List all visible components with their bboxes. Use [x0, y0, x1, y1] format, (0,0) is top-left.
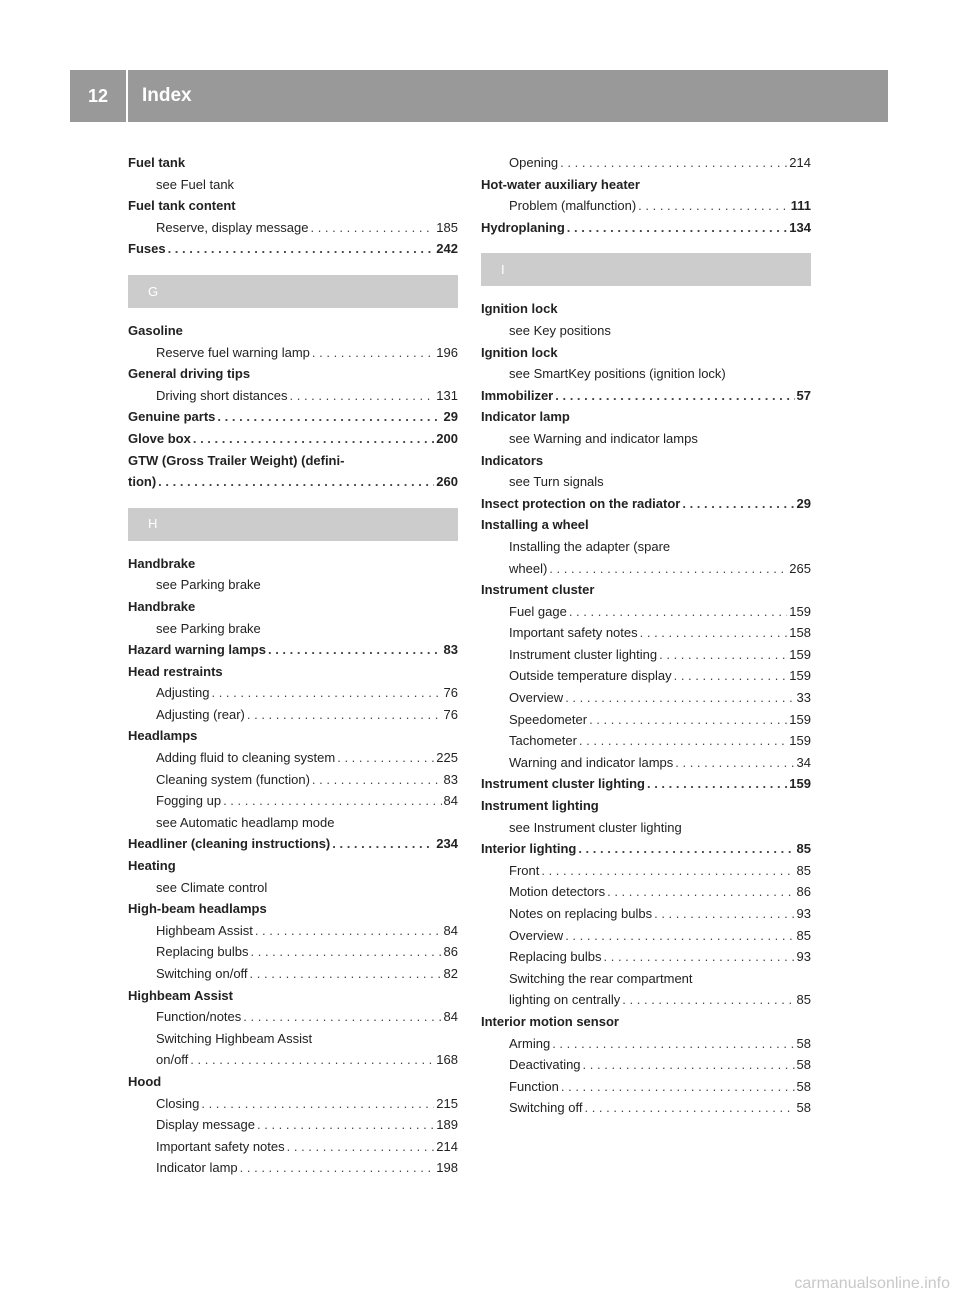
entry-label: see Automatic headlamp mode	[156, 814, 335, 830]
entry-label: see Turn signals	[509, 474, 604, 490]
leader-dots	[223, 790, 441, 812]
index-subentry	[128, 574, 458, 596]
entry-label: Deactivating	[509, 1057, 581, 1073]
entry-label: Fuses	[128, 241, 166, 257]
index-subentry[interactable]	[128, 941, 458, 963]
page-title: Index	[142, 85, 192, 106]
leader-dots	[290, 385, 435, 407]
leader-dots	[312, 342, 434, 364]
entry-label: High-beam headlamps	[128, 901, 267, 917]
index-subentry[interactable]	[128, 1049, 458, 1071]
index-subentry[interactable]	[128, 747, 458, 769]
page-reference[interactable]: 93	[796, 949, 811, 965]
leader-dots	[640, 622, 788, 644]
page-reference[interactable]: 84	[443, 793, 458, 809]
index-entry	[481, 342, 811, 364]
entry-label: Fuel tank	[128, 155, 186, 170]
entry-label: Arming	[509, 1035, 551, 1051]
entry-label: see Instrument cluster lighting	[509, 819, 682, 835]
page-reference[interactable]: 159	[789, 733, 811, 749]
page-reference[interactable]: 159	[789, 603, 811, 619]
index-subentry[interactable]	[128, 1157, 458, 1179]
entry-label: Installing a wheel	[481, 517, 589, 533]
index-subentry	[128, 174, 458, 196]
page-reference[interactable]: 234	[436, 836, 458, 852]
entry-label: Interior lighting	[481, 841, 577, 857]
page-reference[interactable]: 214	[436, 1138, 458, 1154]
page-reference[interactable]: 58	[796, 1078, 811, 1094]
leader-dots	[552, 1033, 794, 1055]
entry-label: Important safety notes	[509, 625, 638, 641]
section-letter: I	[501, 262, 505, 278]
entry-label: Highbeam Assist	[156, 922, 253, 938]
leader-dots	[211, 682, 441, 704]
index-subentry	[481, 471, 811, 493]
page-reference[interactable]: 159	[789, 646, 811, 662]
index-subentry[interactable]	[128, 963, 458, 985]
entry-label: Tachometer	[509, 733, 577, 749]
entry-label: Speedometer	[509, 711, 588, 727]
index-entry[interactable]	[128, 238, 458, 260]
entry-label: Adding fluid to cleaning system	[156, 750, 336, 766]
leader-dots	[332, 833, 434, 855]
entry-label: see Fuel tank	[156, 176, 235, 192]
index-entry[interactable]	[128, 406, 458, 428]
index-subentry[interactable]	[481, 1097, 811, 1119]
page-reference[interactable]: 86	[796, 884, 811, 900]
entry-label: Indicators	[481, 452, 544, 468]
leader-dots	[565, 687, 794, 709]
index-entry	[128, 661, 458, 683]
entry-label: Immobilizer	[481, 387, 554, 403]
index-entry[interactable]	[128, 639, 458, 661]
leader-dots	[607, 881, 794, 903]
entry-label: Hazard warning lamps	[128, 642, 266, 658]
entry-label: Indicator lamp	[156, 1160, 238, 1176]
entry-label: see Warning and indicator lamps	[509, 430, 698, 446]
entry-label: Instrument lighting	[481, 798, 599, 814]
index-entry[interactable]	[481, 493, 811, 515]
index-subentry[interactable]	[128, 1006, 458, 1028]
leader-dots	[193, 428, 434, 450]
entry-label: Ignition lock	[481, 344, 558, 360]
leader-dots	[287, 1136, 435, 1158]
index-entry	[128, 152, 458, 174]
page-reference[interactable]: 58	[796, 1057, 811, 1073]
index-subentry[interactable]	[481, 989, 811, 1011]
entry-label: Instrument cluster lighting	[481, 776, 645, 792]
page-reference[interactable]: 58	[796, 1035, 811, 1051]
page-reference[interactable]: 225	[436, 750, 458, 766]
leader-dots	[251, 941, 442, 963]
index-entry	[128, 195, 458, 217]
index-entry[interactable]	[481, 385, 811, 407]
leader-dots	[217, 406, 441, 428]
section-letter-header	[481, 253, 811, 286]
index-subentry[interactable]	[128, 790, 458, 812]
index-subentry	[481, 363, 811, 385]
entry-label: Replacing bulbs	[156, 944, 249, 960]
index-subentry[interactable]	[481, 709, 811, 731]
entry-label: Adjusting (rear)	[156, 706, 245, 722]
index-subentry[interactable]	[481, 1054, 811, 1076]
page-reference[interactable]: 159	[789, 711, 811, 727]
index-subentry[interactable]	[481, 687, 811, 709]
index-subentry[interactable]	[481, 925, 811, 947]
page-reference[interactable]: 29	[443, 409, 458, 425]
entry-label: see SmartKey positions (ignition lock)	[509, 366, 726, 382]
entry-label: tion)	[128, 474, 157, 490]
index-subentry[interactable]	[481, 860, 811, 882]
index-entry	[128, 1071, 458, 1093]
entry-label: Fuel tank content	[128, 198, 236, 214]
entry-label: Installing the adapter (spare	[509, 538, 671, 554]
index-subentry[interactable]	[481, 903, 811, 925]
leader-dots	[578, 838, 794, 860]
index-entry	[128, 553, 458, 575]
leader-dots	[567, 217, 788, 239]
entry-label: Warning and indicator lamps	[509, 754, 674, 770]
entry-label: Switching the rear compartment	[509, 970, 693, 986]
index-subentry[interactable]	[481, 881, 811, 903]
entry-label: see Key positions	[509, 322, 611, 338]
leader-dots	[158, 471, 434, 493]
entry-label: Heating	[128, 858, 176, 874]
index-subentry	[481, 968, 811, 990]
page-reference[interactable]: 76	[443, 706, 458, 722]
index-subentry[interactable]	[481, 1033, 811, 1055]
entry-label: Replacing bulbs	[509, 949, 602, 965]
entry-label: Interior motion sensor	[481, 1013, 619, 1029]
leader-dots	[622, 989, 794, 1011]
entry-label: see Parking brake	[156, 577, 261, 593]
watermark: carmanualsonline.info	[794, 1275, 950, 1292]
leader-dots	[168, 238, 435, 260]
index-entry	[481, 298, 811, 320]
entry-label: Display message	[156, 1117, 255, 1133]
index-entry	[128, 725, 458, 747]
page-reference[interactable]: 189	[436, 1117, 458, 1133]
leader-dots	[589, 709, 787, 731]
header-divider	[126, 70, 128, 122]
entry-label: Instrument cluster	[481, 582, 595, 598]
index-subentry[interactable]	[481, 622, 811, 644]
page-reference[interactable]: 86	[443, 944, 458, 960]
page-reference[interactable]: 85	[796, 992, 811, 1008]
leader-dots	[555, 385, 794, 407]
index-column-right	[481, 152, 811, 1119]
page-reference[interactable]: 93	[796, 906, 811, 921]
leader-dots	[674, 665, 788, 687]
entry-label: Function	[509, 1078, 559, 1094]
leader-dots	[310, 217, 434, 239]
index-entry[interactable]	[128, 428, 458, 450]
index-entry[interactable]	[481, 217, 811, 239]
leader-dots	[583, 1054, 795, 1076]
entry-label: Motion detectors	[509, 884, 606, 900]
leader-dots	[638, 195, 789, 217]
index-entry	[128, 320, 458, 342]
index-subentry[interactable]	[128, 1114, 458, 1136]
entry-label: Outside temperature display	[509, 668, 672, 684]
entry-label: Hot-water auxiliary heater	[481, 176, 640, 192]
leader-dots	[654, 903, 794, 925]
page-reference[interactable]: 84	[443, 922, 458, 938]
index-subentry[interactable]	[128, 920, 458, 942]
page-reference[interactable]: 29	[796, 495, 811, 511]
entry-label: Overview	[509, 927, 564, 943]
page-reference[interactable]: 196	[436, 344, 458, 360]
index-subentry[interactable]	[481, 152, 811, 174]
page-reference[interactable]: 85	[796, 862, 811, 878]
entry-label: Front	[509, 862, 540, 878]
page-reference[interactable]: 84	[443, 1009, 458, 1025]
leader-dots	[561, 1076, 795, 1098]
index-subentry[interactable]	[128, 704, 458, 726]
section-letter-header	[128, 275, 458, 308]
index-subentry[interactable]	[481, 195, 811, 217]
index-subentry[interactable]	[481, 558, 811, 580]
entry-label: wheel)	[509, 560, 548, 576]
entry-label: Overview	[509, 690, 564, 706]
leader-dots	[659, 644, 787, 666]
entry-label: Switching on/off	[156, 966, 248, 981]
entry-label: Gasoline	[128, 322, 183, 338]
index-entry[interactable]	[128, 833, 458, 855]
entry-label: Instrument cluster lighting	[509, 646, 658, 662]
leader-dots	[250, 963, 442, 985]
page-reference[interactable]: 85	[796, 927, 811, 943]
page-header	[70, 70, 888, 122]
entry-label: see Parking brake	[156, 620, 261, 636]
entry-label: Highbeam Assist	[128, 987, 233, 1003]
leader-dots	[675, 752, 794, 774]
index-entry	[128, 985, 458, 1007]
index-subentry	[481, 817, 811, 839]
leader-dots	[190, 1049, 434, 1071]
entry-label: lighting on centrally	[509, 992, 621, 1008]
index-entry[interactable]	[128, 471, 458, 493]
index-subentry	[481, 320, 811, 342]
page-number: 12	[87, 85, 109, 106]
index-subentry[interactable]	[481, 752, 811, 774]
page-reference[interactable]: 159	[789, 776, 811, 792]
index-subentry[interactable]	[481, 601, 811, 623]
entry-label: Hood	[128, 1073, 162, 1089]
page-reference[interactable]: 82	[443, 966, 458, 981]
page-reference[interactable]: 198	[436, 1160, 458, 1176]
page-reference[interactable]: 83	[443, 771, 458, 787]
index-entry	[128, 450, 458, 472]
index-entry	[481, 406, 811, 428]
index-subentry[interactable]	[128, 217, 458, 239]
leader-dots	[565, 925, 794, 947]
entry-label: Insect protection on the radiator	[481, 495, 681, 511]
section-letter-header	[128, 508, 458, 541]
page-reference[interactable]: 242	[436, 241, 458, 257]
entry-label: Problem (malfunction)	[509, 198, 637, 214]
entry-label: Closing	[156, 1095, 200, 1111]
page-reference[interactable]: 76	[443, 685, 458, 701]
entry-label: on/off	[156, 1052, 189, 1068]
page-reference[interactable]: 83	[443, 642, 458, 658]
page-reference[interactable]: 159	[789, 668, 811, 684]
entry-label: Reserve, display message	[156, 219, 309, 235]
leader-dots	[647, 773, 787, 795]
index-entry	[128, 363, 458, 385]
leader-dots	[579, 730, 787, 752]
index-subentry[interactable]	[481, 730, 811, 752]
entry-label: Switching Highbeam Assist	[156, 1030, 313, 1046]
leader-dots	[201, 1093, 434, 1115]
page-reference[interactable]: 34	[796, 754, 811, 770]
entry-label: GTW (Gross Trailer Weight) (defini-	[128, 452, 345, 468]
section-letter: G	[148, 283, 159, 299]
leader-dots	[541, 860, 794, 882]
page-reference[interactable]: 215	[436, 1095, 458, 1111]
entry-label: Genuine parts	[128, 409, 216, 425]
index-subentry[interactable]	[128, 682, 458, 704]
entry-label: Function/notes	[156, 1009, 242, 1025]
entry-label: Hydroplaning	[481, 219, 565, 235]
page-reference[interactable]: 260	[436, 474, 458, 490]
index-entry	[481, 174, 811, 196]
entry-label: Handbrake	[128, 555, 196, 571]
index-entry	[481, 450, 811, 472]
index-subentry[interactable]	[128, 342, 458, 364]
entry-label: Handbrake	[128, 598, 196, 614]
page-reference[interactable]: 200	[436, 430, 458, 446]
page-reference[interactable]: 57	[796, 387, 811, 403]
entry-label: Important safety notes	[156, 1138, 285, 1154]
page-reference[interactable]: 265	[789, 560, 811, 576]
entry-label: Ignition lock	[481, 301, 558, 317]
index-entry	[481, 514, 811, 536]
index-entry	[128, 855, 458, 877]
entry-label: Switching off	[509, 1100, 583, 1116]
entry-label: Opening	[509, 155, 559, 170]
leader-dots	[268, 639, 442, 661]
index-entry	[481, 579, 811, 601]
index-subentry[interactable]	[481, 644, 811, 666]
index-subentry	[481, 536, 811, 558]
section-letter: H	[148, 516, 158, 532]
page-reference[interactable]: 58	[796, 1100, 811, 1116]
page-reference[interactable]: 111	[790, 198, 811, 214]
entry-label: Cleaning system (function)	[156, 771, 310, 787]
entry-label: Reserve fuel warning lamp	[156, 344, 310, 360]
index-entry[interactable]	[481, 838, 811, 860]
entry-label: Fogging up	[156, 793, 222, 809]
index-subentry[interactable]	[128, 769, 458, 791]
index-entry	[128, 596, 458, 618]
index-subentry	[128, 618, 458, 640]
entry-label: Driving short distances	[156, 387, 288, 403]
index-subentry	[128, 877, 458, 899]
leader-dots	[255, 920, 442, 942]
leader-dots	[337, 747, 434, 769]
entry-label: Headlamps	[128, 728, 198, 744]
entry-label: see Climate control	[156, 879, 268, 895]
leader-dots	[247, 704, 442, 726]
page-reference[interactable]: 85	[796, 841, 811, 857]
leader-dots	[243, 1006, 441, 1028]
page-reference[interactable]: 134	[789, 219, 811, 235]
entry-label: Fuel gage	[509, 603, 567, 619]
leader-dots	[240, 1157, 435, 1179]
leader-dots	[682, 493, 794, 515]
index-entry	[128, 898, 458, 920]
entry-label: General driving tips	[128, 366, 251, 382]
index-subentry[interactable]	[128, 1136, 458, 1158]
leader-dots	[584, 1097, 794, 1119]
page-reference[interactable]: 185	[436, 219, 458, 235]
index-subentry[interactable]	[128, 1093, 458, 1115]
index-subentry	[128, 812, 458, 834]
leader-dots	[560, 152, 787, 174]
entry-label: Head restraints	[128, 663, 223, 679]
page-reference[interactable]: 214	[789, 155, 811, 170]
leader-dots	[257, 1114, 434, 1136]
entry-label: Adjusting	[156, 685, 210, 701]
leader-dots	[569, 601, 787, 623]
index-subentry	[128, 1028, 458, 1050]
entry-label: Notes on replacing bulbs	[509, 906, 653, 921]
entry-label: Indicator lamp	[481, 409, 570, 425]
index-subentry[interactable]	[481, 946, 811, 968]
leader-dots	[549, 558, 787, 580]
index-subentry[interactable]	[128, 385, 458, 407]
page-reference[interactable]: 158	[789, 625, 811, 641]
leader-dots	[604, 946, 795, 968]
entry-label: Headliner (cleaning instructions)	[128, 836, 331, 852]
index-subentry[interactable]	[481, 1076, 811, 1098]
page-reference[interactable]: 33	[796, 690, 811, 706]
index-entry[interactable]	[481, 773, 811, 795]
index-subentry[interactable]	[481, 665, 811, 687]
index-column-left	[128, 152, 458, 1179]
index-subentry	[481, 428, 811, 450]
leader-dots	[312, 769, 442, 791]
index-entry	[481, 795, 811, 817]
page-reference[interactable]: 131	[436, 387, 458, 403]
entry-label: Glove box	[128, 430, 191, 446]
index-entry	[481, 1011, 811, 1033]
page-reference[interactable]: 168	[436, 1052, 458, 1068]
